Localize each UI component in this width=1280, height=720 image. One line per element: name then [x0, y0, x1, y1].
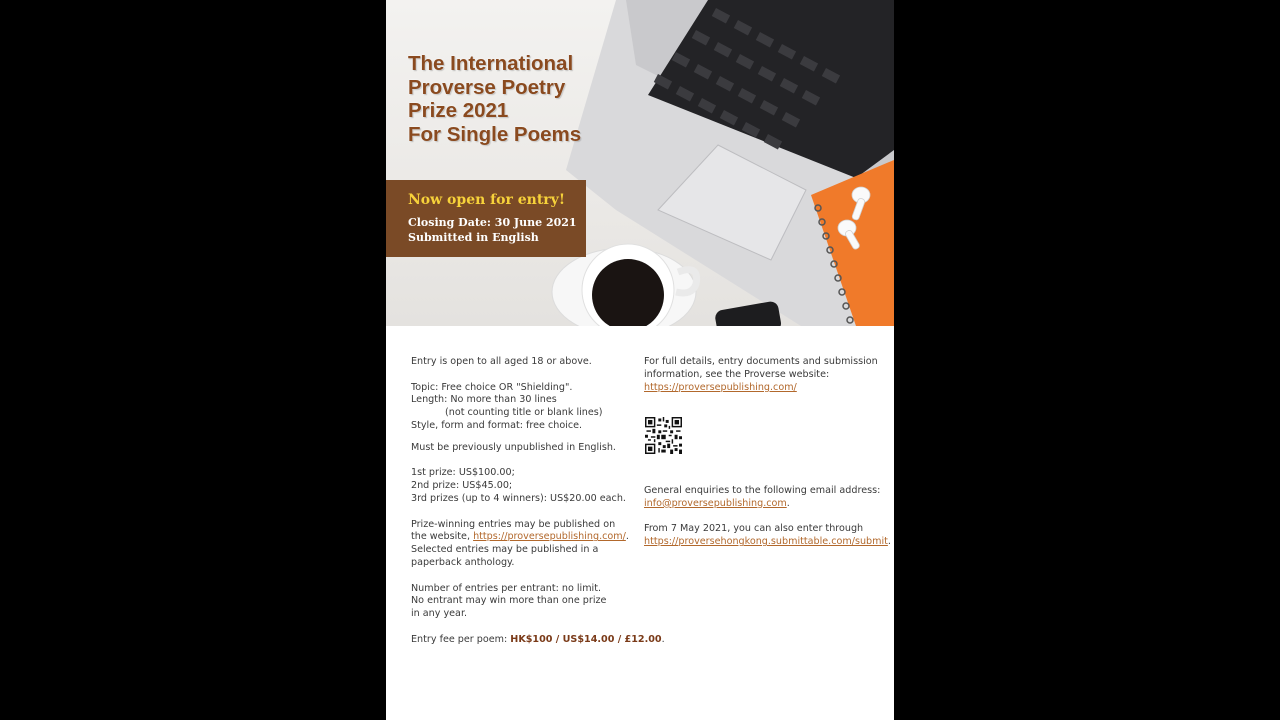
title-line: The International — [408, 52, 574, 75]
enquiries-email-line — [644, 498, 891, 511]
hero-image — [386, 0, 894, 326]
poster-title — [408, 52, 581, 146]
open-for-entry-heading: Now open for entry! — [408, 192, 565, 208]
title-line: Prize 2021 — [408, 99, 509, 122]
enquiries-text: General enquiries to the following email address: — [644, 485, 881, 496]
one-prize-text-2: in any year. — [411, 608, 468, 620]
closing-date: Closing Date: 30 June 2021 — [408, 216, 577, 229]
desk-photo-illustration — [386, 0, 894, 326]
entry-fee-suffix: . — [661, 633, 665, 645]
entry-eligibility: Entry is open to all aged 18 or above. — [411, 356, 592, 367]
length-note: (not counting title or blank lines) — [445, 407, 603, 419]
unpublished-text: Must be previously unpublished in English. — [411, 441, 616, 453]
publication-website-line — [411, 531, 665, 544]
enquiries-block — [644, 485, 891, 549]
style-text: Style, form and format: free choice. — [411, 419, 583, 431]
entry-banner — [386, 180, 586, 257]
details-text: For full details, entry documents and submission — [644, 356, 878, 367]
publication-text: Prize-winning entries may be published on — [411, 518, 616, 530]
entry-fee-line — [411, 634, 665, 647]
submittable-link-line — [644, 536, 891, 549]
third-prize: 3rd prizes (up to 4 winners): US$20.00 each. — [411, 492, 626, 504]
phone-image — [714, 300, 782, 326]
email-suffix: . — [786, 497, 790, 509]
topic-text: Topic: Free choice OR "Shielding". — [411, 381, 573, 393]
left-column — [411, 356, 665, 647]
submittable-link[interactable]: https://proversehongkong.submittable.com/submit — [644, 536, 888, 548]
length-text: Length: No more than 30 lines — [411, 394, 557, 406]
title-line: For Single Poems — [408, 122, 582, 146]
entries-limit-text: Number of entries per entrant: no limit. — [411, 582, 602, 594]
anthology-text: Selected entries may be published in a — [411, 544, 599, 556]
qr-code-icon[interactable] — [645, 417, 682, 454]
submittable-text: From 7 May 2021, you can also enter through — [644, 523, 864, 535]
right-column — [644, 356, 878, 394]
submittable-suffix: . — [887, 536, 891, 548]
publication-website-suffix: . — [625, 531, 629, 543]
email-link[interactable]: info@proversepublishing.com — [644, 497, 787, 509]
entry-fee-value: HK$100 / US$14.00 / £12.00 — [510, 633, 662, 645]
poster-page — [386, 0, 894, 720]
second-prize: 2nd prize: US$45.00; — [411, 480, 513, 492]
details-text-2: information, see the Proverse website: — [644, 368, 830, 380]
language-note: Submitted in English — [408, 231, 539, 244]
publication-website-prefix: the website, — [411, 531, 474, 543]
title-line: Proverse Poetry — [408, 75, 566, 99]
details-website-link[interactable]: https://proversepublishing.com/ — [644, 381, 797, 393]
entry-fee-label: Entry fee per poem: — [411, 633, 511, 645]
one-prize-text: No entrant may win more than one prize — [411, 595, 607, 607]
anthology-text-2: paperback anthology. — [411, 556, 515, 568]
proverse-website-link[interactable]: https://proversepublishing.com/ — [473, 531, 626, 543]
first-prize: 1st prize: US$100.00; — [411, 467, 515, 479]
